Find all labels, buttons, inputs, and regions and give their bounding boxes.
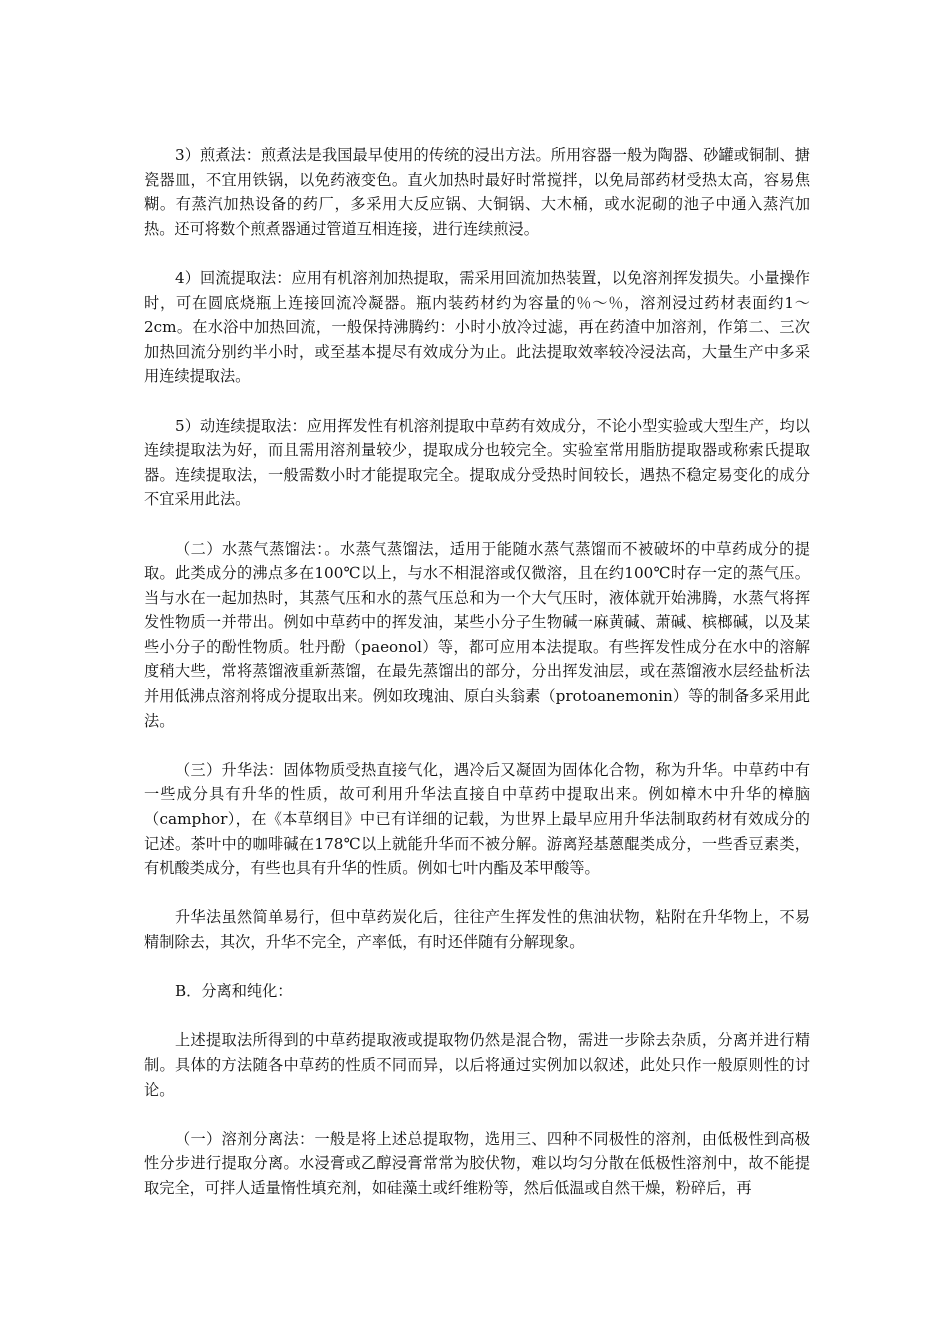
paragraph-steam-distillation: （二）水蒸气蒸馏法：。水蒸气蒸馏法，适用于能随水蒸气蒸馏而不被破坏的中草药成分的提取。此类成分的沸点多在100℃以上，与水不相混溶或仅微溶，且在约100℃时存一定的蒸气压。当与水在一起加热时，其蒸气压和水的蒸气压总和为一个大气压时，液体就开始沸腾，水蒸气将挥发性物质一并带出。例如中草药中的挥发油，某些小分子生物碱一麻黄碱、萧碱、槟榔碱，以及某些小分子的酚性物质。牡丹酚（paeonol）等，都可应用本法提取。有些挥发性成分在水中的溶解度稍大些，常将蒸馏液重新蒸馏，在最先蒸馏出的部分，分出挥发油层，或在蒸馏液水层经盐析法并用低沸点溶剂将成分提取出来。例如玫瑰油、原白头翁素（protoanemonin）等的制备多采用此法。 [144, 539, 810, 730]
paragraph-decoction-method: 3）煎煮法：煎煮法是我国最早使用的传统的浸出方法。所用容器一般为陶器、砂罐或铜制、搪瓷器皿，不宜用铁锅，以免药液变色。直火加热时最好时常搅拌，以免局部药材受热太高，容易焦糊。有蒸汽加热设备的药厂，多采用大反应锅、大铜锅、大木桶，或水泥砌的池子中通入蒸汽加热。还可将数个煎煮器通过管道互相连接，进行连续煎浸。 [144, 146, 810, 238]
paragraph-sublimation: （三）升华法：固体物质受热直接气化，遇冷后又凝固为固体化合物，称为升华。中草药中有一些成分具有升华的性质，故可利用升华法直接自中草药中提取出来。例如樟木中升华的樟脑（camphor），在《本草纲目》中已有详细的记载，为世界上最早应用升华法制取药材有效成分的记述。茶叶中的咖啡碱在178℃以上就能升华而不被分解。游离羟基蒽醌类成分，一些香豆素类，有机酸类成分，有些也具有升华的性质。例如七叶内酯及苯甲酸等。 [144, 760, 810, 878]
paragraph-separation-intro: 上述提取法所得到的中草药提取液或提取物仍然是混合物，需进一步除去杂质，分离并进行精制。具体的方法随各中草药的性质不同而异，以后将通过实例加以叙述，此处只作一般原则性的讨论。 [144, 1031, 810, 1099]
paragraph-reflux-extraction: 4）回流提取法：应用有机溶剂加热提取，需采用回流加热装置，以免溶剂挥发损失。小量操作时，可在圆底烧瓶上连接回流冷凝器。瓶内装药材约为容量的％～％，溶剂浸过药材表面约1～2cm。在水浴中加热回流，一般保持沸腾约：小时小放冷过滤，再在药渣中加溶剂，作第二、三次加热回流分别约半小时，或至基本提尽有效成分为止。此法提取效率较冷浸法高，大量生产中多采用连续提取法。 [144, 268, 810, 386]
paragraph-continuous-extraction: 5）动连续提取法：应用挥发性有机溶剂提取中草药有效成分，不论小型实验或大型生产，均以连续提取法为好，而且需用溶剂量较少，提取成分也较完全。实验室常用脂肪提取器或称索氏提取器。连续提取法，一般需数小时才能提取完全。提取成分受热时间较长，遇热不稳定易变化的成分不宜采用此法。 [144, 416, 810, 509]
paragraph-solvent-separation: （一）溶剂分离法：一般是将上述总提取物，选用三、四种不同极性的溶剂，由低极性到高极性分步进行提取分离。水浸膏或乙醇浸膏常常为胶伏物，难以均匀分散在低极性溶剂中，故不能提取完全，可拌人适量惰性填充剂，如硅藻土或纤维粉等，然后低温或自然干燥，粉碎后，再 [144, 1129, 810, 1197]
paragraph-sublimation-drawbacks: 升华法虽然简单易行，但中草药炭化后，往往产生挥发性的焦油状物，粘附在升华物上，不易精制除去，其次，升华不完全，产率低，有时还伴随有分解现象。 [144, 908, 810, 951]
document-body [144, 143, 810, 1201]
section-heading-separation-purification: B．分离和纯化： [175, 982, 293, 1001]
